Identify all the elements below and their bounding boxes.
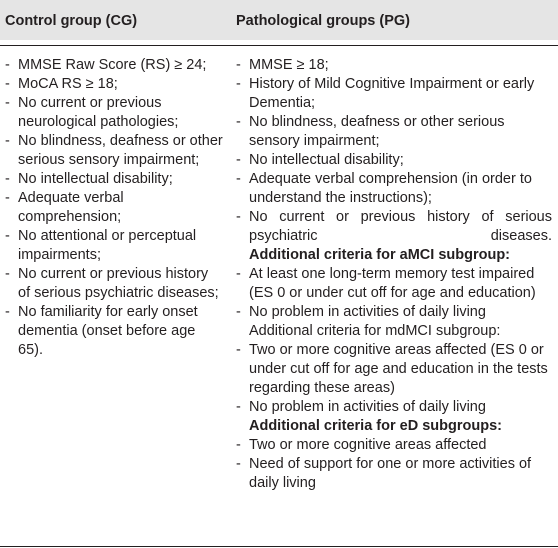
list-item: - Two or more cognitive areas affected <box>236 437 487 453</box>
pathological-groups-header: Pathological groups (PG) <box>236 13 411 29</box>
list-item: - No current or previous history of serious psychiatric diseases. <box>236 209 552 244</box>
pathological-criteria-list <box>236 56 552 493</box>
list-item: - MMSE ≥ 18; <box>236 57 329 73</box>
list-item: - History of Mild Cognitive Impairment or early Dementia; <box>236 76 535 111</box>
mdmci-subgroup-heading: Additional criteria for mdMCI subgroup: <box>249 323 501 339</box>
list-item: - No familiarity for early onset dementia (onset before age 65). <box>5 304 198 358</box>
list-item: - No current or previous history of serious psychiatric diseases; <box>5 266 219 301</box>
table-bottom-rule <box>0 546 558 547</box>
list-item: - Two or more cognitive areas affected (ES 0 or under cut off for age and education in the tests regarding these areas) <box>236 342 548 396</box>
ed-subgroup-heading: Additional criteria for eD subgroups: <box>249 418 502 434</box>
list-item: - No intellectual disability; <box>5 171 173 187</box>
list-item: - Need of support for one or more activities of daily living <box>236 456 532 491</box>
list-item: - At least one long-term memory test impaired (ES 0 or under cut off for age and education) <box>236 266 536 301</box>
list-item: - No current or previous neurological pathologies; <box>5 95 179 130</box>
list-item: - No problem in activities of daily living <box>236 304 486 320</box>
amci-subgroup-heading: Additional criteria for aMCI subgroup: <box>249 247 511 263</box>
list-item: - MMSE Raw Score (RS) ≥ 24; <box>5 57 207 73</box>
control-criteria-list <box>5 56 223 360</box>
list-item: - MoCA RS ≥ 18; <box>5 76 118 92</box>
control-group-header: Control group (CG) <box>5 13 138 29</box>
header-divider <box>0 45 558 46</box>
list-item: - No blindness, deafness or other serious sensory impairment; <box>236 114 505 149</box>
list-item: - No intellectual disability; <box>236 152 404 168</box>
list-item: - No blindness, deafness or other serious sensory impairment; <box>5 133 223 168</box>
list-item: - No attentional or perceptual impairments; <box>5 228 197 263</box>
table-header <box>0 0 558 40</box>
list-item: - No problem in activities of daily living <box>236 399 486 415</box>
list-item: - Adequate verbal comprehension (in order to understand the instructions); <box>236 171 532 206</box>
list-item: - Adequate verbal comprehension; <box>5 190 124 225</box>
